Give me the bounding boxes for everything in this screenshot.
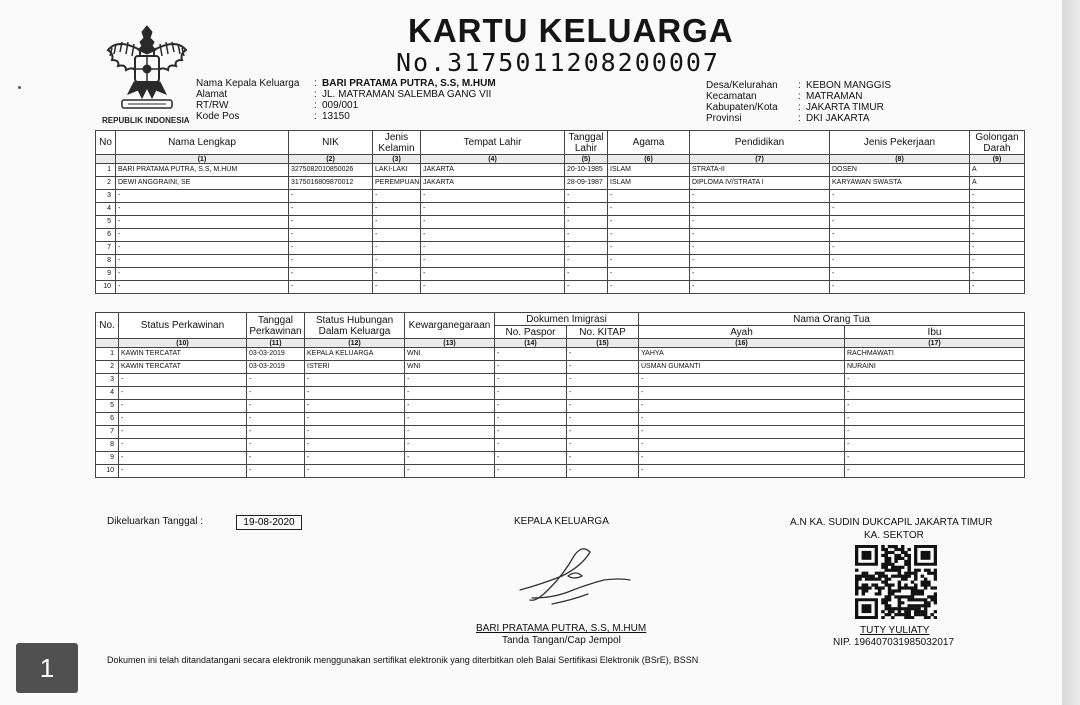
table-cell: - (639, 374, 845, 387)
table-cell: - (565, 255, 608, 268)
table-cell: - (405, 452, 495, 465)
table-cell: ISLAM (608, 164, 690, 177)
table-cell: - (567, 374, 639, 387)
table-cell: - (405, 387, 495, 400)
table-cell: - (970, 216, 1025, 229)
table-row (96, 242, 1025, 255)
col-header-gender: Jenis Kelamin (373, 131, 421, 155)
table-cell: - (567, 452, 639, 465)
table-cell: 8 (96, 439, 119, 452)
index-cell: (7) (690, 155, 830, 164)
table-row (96, 255, 1025, 268)
table-cell: LAKI-LAKI (373, 164, 421, 177)
table-cell: - (830, 281, 970, 294)
family-members-table (95, 130, 1025, 294)
table-cell: - (116, 242, 289, 255)
index-cell: (1) (116, 155, 289, 164)
table-cell: - (373, 242, 421, 255)
table-cell: - (305, 413, 405, 426)
official-title: A.N KA. SUDIN DUKCAPIL JAKARTA TIMUR (790, 517, 993, 528)
table-cell: DIPLOMA IV/STRATA I (690, 177, 830, 190)
table-cell: - (567, 400, 639, 413)
index-cell (96, 339, 119, 348)
table-cell: - (830, 255, 970, 268)
table-cell: - (495, 348, 567, 361)
table-cell: - (567, 413, 639, 426)
table-cell: - (119, 387, 247, 400)
table-row (96, 439, 1025, 452)
table-cell: - (405, 439, 495, 452)
issued-date: 19-08-2020 (236, 515, 302, 530)
table-cell: - (608, 216, 690, 229)
table-cell: - (421, 216, 565, 229)
table-cell: - (845, 374, 1025, 387)
table-row (96, 281, 1025, 294)
table-cell: - (567, 439, 639, 452)
table-cell: - (289, 281, 373, 294)
table-cell: - (305, 374, 405, 387)
table-cell: - (373, 190, 421, 203)
table-cell: - (405, 426, 495, 439)
table-cell: - (305, 465, 405, 478)
table-cell: - (421, 242, 565, 255)
table-cell: - (567, 348, 639, 361)
table-cell: A (970, 177, 1025, 190)
table-cell: 4 (96, 203, 116, 216)
table-cell: - (970, 203, 1025, 216)
index-row (96, 155, 1025, 164)
table-cell: - (119, 452, 247, 465)
table-cell: RACHMAWATI (845, 348, 1025, 361)
table-cell: - (970, 255, 1025, 268)
table-cell: - (830, 268, 970, 281)
index-cell: (12) (305, 339, 405, 348)
table-cell: 10 (96, 281, 116, 294)
index-cell: (5) (565, 155, 608, 164)
table-cell: - (690, 216, 830, 229)
table-cell: - (690, 229, 830, 242)
table-cell: 1 (96, 164, 116, 177)
table-cell: - (247, 439, 305, 452)
table-cell: 8 (96, 255, 116, 268)
table-cell: - (373, 203, 421, 216)
table-cell: KARYAWAN SWASTA (830, 177, 970, 190)
table-cell: - (567, 361, 639, 374)
table-cell: - (119, 374, 247, 387)
table-cell: - (608, 190, 690, 203)
col-header-passport: No. Paspor (495, 326, 567, 339)
info-row-district: Kecamatan : MATRAMAN (706, 91, 863, 102)
table-row (96, 216, 1025, 229)
family-status-table (95, 312, 1025, 478)
index-cell (96, 155, 116, 164)
table-cell: - (405, 400, 495, 413)
index-cell: (17) (845, 339, 1025, 348)
col-header-religion: Agama (608, 131, 690, 155)
col-header-no: No. (96, 313, 119, 339)
table-cell: - (639, 465, 845, 478)
table-cell: - (421, 268, 565, 281)
table-cell: - (565, 190, 608, 203)
col-header-relationship: Status Hubungan Dalam Keluarga (305, 313, 405, 339)
col-header-no: No (96, 131, 116, 155)
table-cell: - (116, 190, 289, 203)
info-row-rtrw: RT/RW : 009/001 (196, 100, 359, 111)
table-cell: - (405, 465, 495, 478)
col-header-immigration: Dokumen Imigrasi (495, 313, 639, 326)
table-cell: KAWIN TERCATAT (119, 361, 247, 374)
table-cell: - (305, 426, 405, 439)
table-cell: - (970, 229, 1025, 242)
table-cell: WNI (405, 361, 495, 374)
table-cell: - (119, 439, 247, 452)
table-cell: - (639, 400, 845, 413)
index-row (96, 339, 1025, 348)
table-cell: - (830, 203, 970, 216)
info-row-village: Desa/Kelurahan : KEBON MANGGIS (706, 80, 892, 91)
table-cell: ISLAM (608, 177, 690, 190)
table-cell: - (845, 426, 1025, 439)
table-cell: STRATA-II (690, 164, 830, 177)
official-subtitle: KA. SEKTOR (864, 530, 924, 541)
table-row (96, 164, 1025, 177)
table-cell: - (289, 229, 373, 242)
table-cell: 3275082010850026 (289, 164, 373, 177)
col-header-marriage-date: Tanggal Perkawinan (247, 313, 305, 339)
index-cell: (11) (247, 339, 305, 348)
table-cell: - (495, 452, 567, 465)
table-cell: - (289, 255, 373, 268)
garuda-emblem-icon (104, 20, 190, 112)
table-cell: - (567, 387, 639, 400)
table-cell: - (247, 387, 305, 400)
table-cell: - (690, 242, 830, 255)
table-cell: 3 (96, 190, 116, 203)
table-cell: - (247, 374, 305, 387)
table-cell: 3 (96, 374, 119, 387)
e-sign-disclaimer: Dokumen ini telah ditandatangani secara elektronik menggunakan sertifikat elektronik yang diterbitkan oleh Balai Sertifikasi Elektronik (BSrE), BSSN (107, 655, 699, 665)
table-cell: 4 (96, 387, 119, 400)
table-row (96, 465, 1025, 478)
table-cell: - (373, 268, 421, 281)
table-cell: - (608, 242, 690, 255)
table-cell: 10 (96, 465, 119, 478)
table-cell: - (845, 439, 1025, 452)
table-cell: KAWIN TERCATAT (119, 348, 247, 361)
table-cell: JAKARTA (421, 177, 565, 190)
table-cell: - (495, 361, 567, 374)
index-cell: (6) (608, 155, 690, 164)
family-card-number: No.3175011208200007 (396, 48, 720, 77)
document-title: KARTU KELUARGA (408, 12, 734, 49)
index-cell: (2) (289, 155, 373, 164)
table-cell: NURAINI (845, 361, 1025, 374)
table-cell: - (495, 387, 567, 400)
head-caption: Tanda Tangan/Cap Jempol (502, 635, 621, 646)
table-cell: - (565, 216, 608, 229)
table-cell: - (495, 426, 567, 439)
issued-label: Dikeluarkan Tanggal : (107, 516, 203, 527)
table-row (96, 374, 1025, 387)
head-title: KEPALA KELUARGA (514, 516, 609, 527)
index-cell: (16) (639, 339, 845, 348)
table-cell: - (565, 242, 608, 255)
col-header-parents: Nama Orang Tua (639, 313, 1025, 326)
table-cell: - (119, 465, 247, 478)
table-cell: - (116, 203, 289, 216)
table-cell: - (567, 426, 639, 439)
table-cell: - (639, 452, 845, 465)
table-row (96, 413, 1025, 426)
table-header-row (96, 131, 1025, 155)
head-signature (512, 540, 636, 614)
col-header-nik: NIK (289, 131, 373, 155)
table-cell: - (289, 242, 373, 255)
table-cell: - (639, 426, 845, 439)
table-cell: - (305, 400, 405, 413)
table-cell: - (639, 413, 845, 426)
table-cell: - (421, 190, 565, 203)
table-cell: 03-03-2019 (247, 348, 305, 361)
table-cell: - (289, 203, 373, 216)
table-cell: 7 (96, 242, 116, 255)
index-cell: (3) (373, 155, 421, 164)
table-cell: - (495, 413, 567, 426)
table-cell: - (970, 281, 1025, 294)
index-cell: (15) (567, 339, 639, 348)
info-row-city: Kabupaten/Kota : JAKARTA TIMUR (706, 102, 884, 113)
col-header-name: Nama Lengkap (116, 131, 289, 155)
col-header-education: Pendidikan (690, 131, 830, 155)
table-cell: - (119, 413, 247, 426)
table-row (96, 426, 1025, 439)
info-row-head: Nama Kepala Keluarga : BARI PRATAMA PUTRA, S.S, M.HUM (196, 78, 496, 89)
table-cell: 2 (96, 177, 116, 190)
table-cell: - (690, 268, 830, 281)
official-name: TUTY YULIATY (860, 625, 930, 636)
table-row (96, 268, 1025, 281)
table-cell: - (845, 413, 1025, 426)
table-cell: - (608, 229, 690, 242)
table-row (96, 348, 1025, 361)
table-cell: - (373, 216, 421, 229)
table-cell: - (608, 281, 690, 294)
table-cell: - (289, 216, 373, 229)
index-cell: (13) (405, 339, 495, 348)
table-cell: - (495, 465, 567, 478)
table-cell: - (970, 268, 1025, 281)
table-cell: 2 (96, 361, 119, 374)
table-cell: - (690, 190, 830, 203)
col-header-marital-status: Status Perkawinan (119, 313, 247, 339)
col-header-father: Ayah (639, 326, 845, 339)
table-row (96, 229, 1025, 242)
table-cell: 6 (96, 413, 119, 426)
table-cell: - (845, 400, 1025, 413)
table-cell: - (373, 229, 421, 242)
table-cell: - (608, 255, 690, 268)
table-cell: 5 (96, 400, 119, 413)
scan-speck (18, 86, 21, 89)
table-cell: - (405, 413, 495, 426)
table-cell: ISTERI (305, 361, 405, 374)
table-cell: - (289, 190, 373, 203)
index-cell: (14) (495, 339, 567, 348)
col-header-birthplace: Tempat Lahir (421, 131, 565, 155)
table-cell: - (116, 255, 289, 268)
table-cell: - (845, 452, 1025, 465)
table-cell: - (405, 374, 495, 387)
table-cell: A (970, 164, 1025, 177)
table-cell: - (567, 465, 639, 478)
table-cell: - (247, 465, 305, 478)
table-row (96, 361, 1025, 374)
table-cell: - (247, 413, 305, 426)
table-cell: - (247, 452, 305, 465)
table-cell: WNI (405, 348, 495, 361)
table-cell: - (247, 400, 305, 413)
table-cell: - (116, 281, 289, 294)
table-row (96, 452, 1025, 465)
table-cell: JAKARTA (421, 164, 565, 177)
table-cell: YAHYA (639, 348, 845, 361)
col-header-occupation: Jenis Pekerjaan (830, 131, 970, 155)
table-cell: - (116, 268, 289, 281)
index-cell: (4) (421, 155, 565, 164)
table-cell: 5 (96, 216, 116, 229)
table-cell: - (305, 452, 405, 465)
table-cell: 6 (96, 229, 116, 242)
table-cell: - (116, 216, 289, 229)
table-cell: - (373, 281, 421, 294)
table-cell: - (565, 203, 608, 216)
table-cell: - (421, 255, 565, 268)
table-cell: - (565, 229, 608, 242)
table-cell: DOSEN (830, 164, 970, 177)
table-cell: - (495, 400, 567, 413)
table-cell: - (970, 242, 1025, 255)
table-cell: - (119, 400, 247, 413)
table-cell: - (421, 281, 565, 294)
table-cell: - (830, 229, 970, 242)
table-cell: - (830, 242, 970, 255)
page-edge (1062, 0, 1080, 705)
col-header-kitap: No. KITAP (567, 326, 639, 339)
col-header-birthdate: Tanggal Lahir (565, 131, 608, 155)
table-cell: - (565, 268, 608, 281)
head-name: BARI PRATAMA PUTRA, S.S, M.HUM (476, 623, 647, 634)
table-cell: - (495, 439, 567, 452)
table-cell: KEPALA KELUARGA (305, 348, 405, 361)
qr-code-icon (855, 545, 937, 619)
table-cell: - (305, 439, 405, 452)
table-row (96, 203, 1025, 216)
table-cell: USMAN GUMANTI (639, 361, 845, 374)
table-cell: - (845, 465, 1025, 478)
table-cell: - (495, 374, 567, 387)
official-nip: NIP. 196407031985032017 (833, 637, 955, 648)
index-cell: (10) (119, 339, 247, 348)
country-label: REPUBLIK INDONESIA (102, 116, 190, 125)
table-cell: 20-10-1985 (565, 164, 608, 177)
table-cell: - (690, 255, 830, 268)
table-cell: - (305, 387, 405, 400)
info-row-province: Provinsi : DKI JAKARTA (706, 113, 870, 124)
info-row-address: Alamat : JL. MATRAMAN SALEMBA GANG VII (196, 89, 492, 100)
table-cell: 7 (96, 426, 119, 439)
table-cell: BARI PRATAMA PUTRA, S.S, M.HUM (116, 164, 289, 177)
table-cell: 03-03-2019 (247, 361, 305, 374)
table-cell: - (247, 426, 305, 439)
table-cell: 28-09-1987 (565, 177, 608, 190)
page-indicator: 1 (16, 643, 78, 693)
col-header-citizenship: Kewarganegaraan (405, 313, 495, 339)
table-cell: - (608, 203, 690, 216)
info-row-postal: Kode Pos : 13150 (196, 111, 350, 122)
table-cell: - (690, 203, 830, 216)
table-cell: PEREMPUAN (373, 177, 421, 190)
table-row (96, 387, 1025, 400)
table-row (96, 177, 1025, 190)
col-header-blood-type: Golongan Darah (970, 131, 1025, 155)
index-cell: (9) (970, 155, 1025, 164)
table-cell: - (421, 203, 565, 216)
table-cell: 9 (96, 452, 119, 465)
table-row (96, 190, 1025, 203)
table-cell: - (845, 387, 1025, 400)
table-cell: - (373, 255, 421, 268)
table-cell: - (289, 268, 373, 281)
table-cell: 9 (96, 268, 116, 281)
table-row (96, 400, 1025, 413)
family-info (196, 78, 496, 122)
table-cell: DEWI ANGGRAINI, SE (116, 177, 289, 190)
table-cell: - (608, 268, 690, 281)
region-info (706, 80, 891, 124)
table-cell: - (421, 229, 565, 242)
table-cell: - (116, 229, 289, 242)
col-header-mother: Ibu (845, 326, 1025, 339)
table-cell: - (639, 439, 845, 452)
table-cell: - (690, 281, 830, 294)
table-cell: - (565, 281, 608, 294)
table-cell: - (639, 387, 845, 400)
table-cell: - (119, 426, 247, 439)
table-cell: - (830, 216, 970, 229)
table-header-row (96, 313, 1025, 326)
table-cell: - (830, 190, 970, 203)
table-cell: - (970, 190, 1025, 203)
table-cell: 1 (96, 348, 119, 361)
index-cell: (8) (830, 155, 970, 164)
table-cell: 3175016809870012 (289, 177, 373, 190)
